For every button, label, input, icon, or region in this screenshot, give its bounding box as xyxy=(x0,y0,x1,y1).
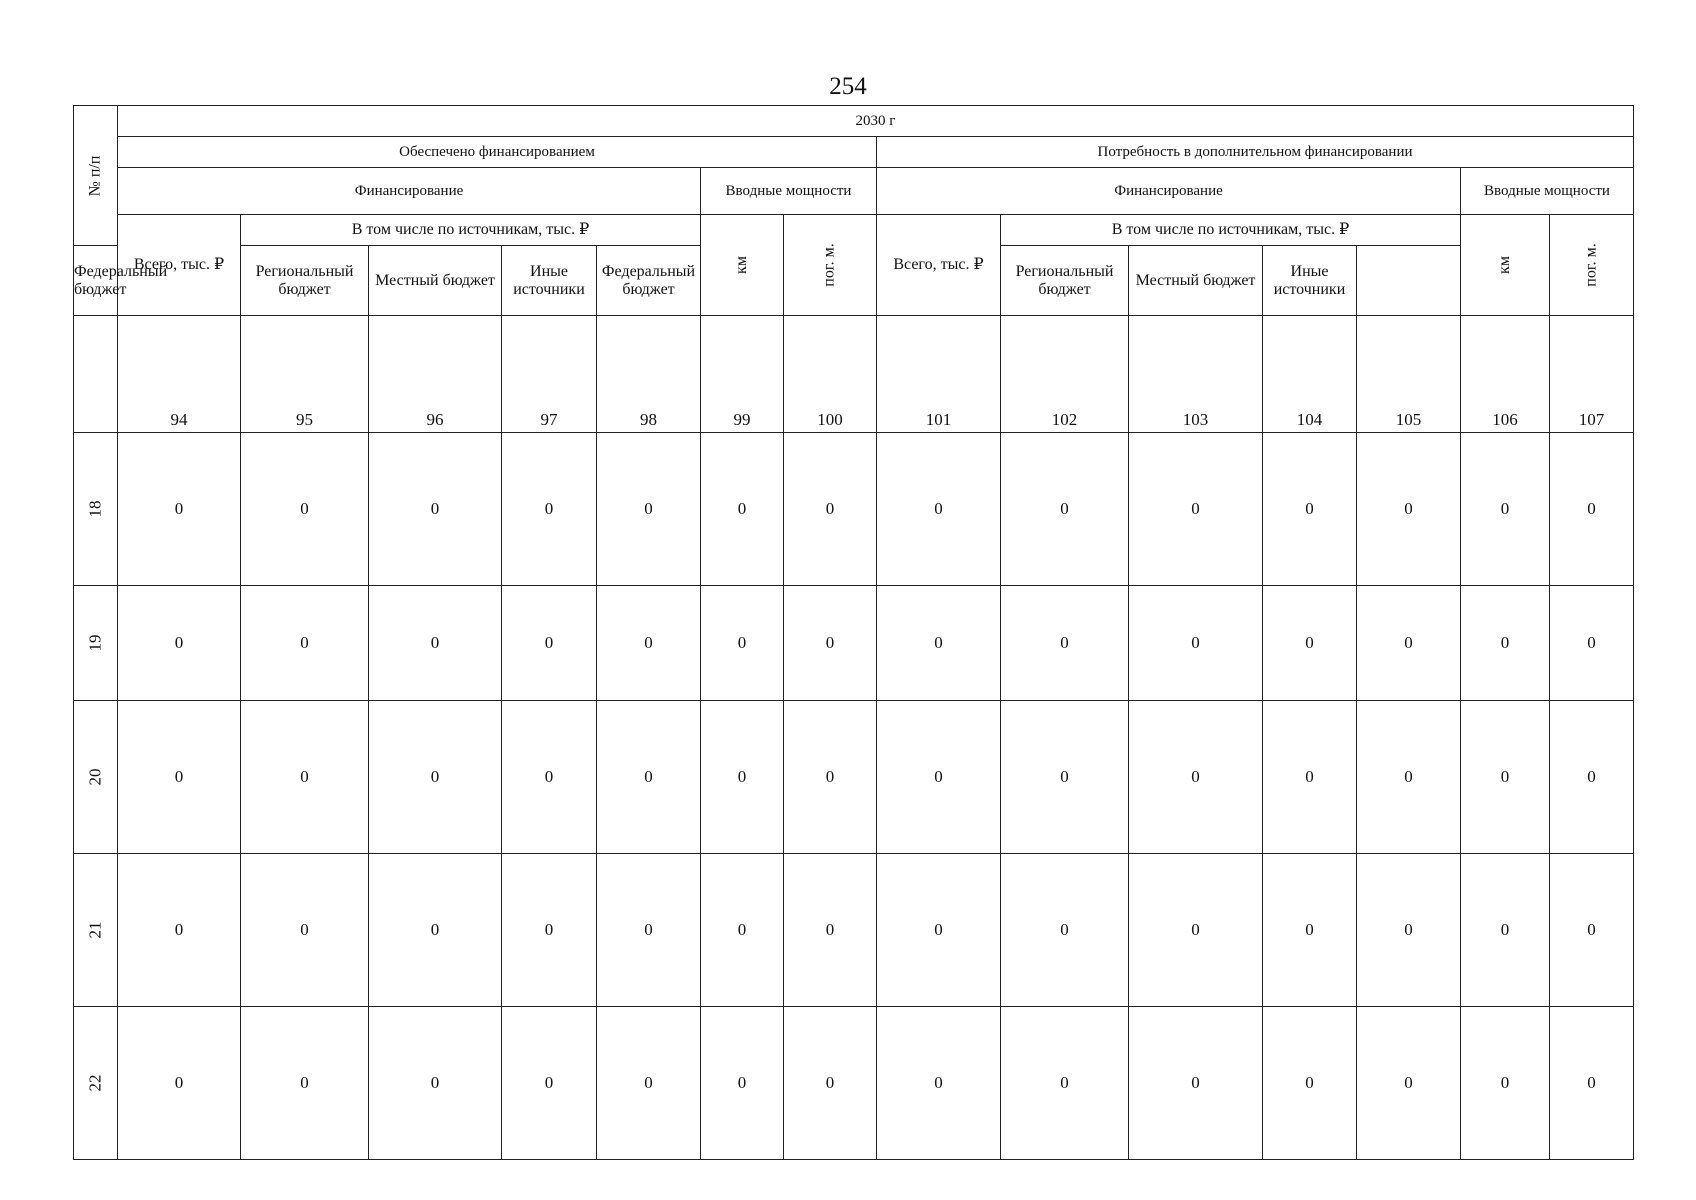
table-cell: 0 xyxy=(784,586,877,701)
table-cell: 0 xyxy=(1461,854,1550,1007)
column-number: 101 xyxy=(877,316,1001,433)
table-cell: 0 xyxy=(1461,433,1550,586)
table-cell: 0 xyxy=(701,433,784,586)
header-need: Потребность в дополнительном финансировании xyxy=(877,137,1634,168)
table-cell: 0 xyxy=(1129,433,1263,586)
table-row xyxy=(74,433,1634,586)
table-row xyxy=(74,586,1634,701)
header-year: 2030 г xyxy=(118,106,1634,137)
table-cell: 0 xyxy=(118,586,241,701)
table-cell: 0 xyxy=(369,701,502,854)
header-km-secured: км xyxy=(701,215,784,316)
table-cell: 0 xyxy=(118,701,241,854)
header-local-need: Местный бюджет xyxy=(1129,246,1263,316)
table-cell: 0 xyxy=(1263,1007,1357,1160)
column-number: 96 xyxy=(369,316,502,433)
table-cell: 0 xyxy=(784,433,877,586)
column-number: 103 xyxy=(1129,316,1263,433)
column-number: 102 xyxy=(1001,316,1129,433)
header-other-secured: Иные источники xyxy=(502,246,597,316)
header-pogm-secured: пог. м. xyxy=(784,215,877,316)
header-total-secured: Всего, тыс. ₽ xyxy=(118,215,241,316)
header-federal-need: Федеральный бюджет xyxy=(597,246,701,316)
table-cell: 0 xyxy=(597,433,701,586)
table-cell: 0 xyxy=(502,433,597,586)
column-number: 97 xyxy=(502,316,597,433)
table-cell: 0 xyxy=(1263,433,1357,586)
table-cell: 0 xyxy=(369,433,502,586)
header-financing-need: Финансирование xyxy=(877,168,1461,215)
table-cell: 0 xyxy=(241,701,369,854)
table-cell: 0 xyxy=(241,854,369,1007)
table-cell: 0 xyxy=(1357,854,1461,1007)
table-cell: 0 xyxy=(1550,854,1634,1007)
header-by-sources-secured: В том числе по источникам, тыс. ₽ xyxy=(241,215,701,246)
table-cell: 0 xyxy=(701,701,784,854)
header-pogm-need: пог. м. xyxy=(1550,215,1634,316)
column-numbers-row xyxy=(74,316,1634,433)
table-cell: 0 xyxy=(1461,1007,1550,1160)
table-cell: 0 xyxy=(784,1007,877,1160)
column-number: 105 xyxy=(1357,316,1461,433)
table-cell: 0 xyxy=(784,701,877,854)
table-cell: 0 xyxy=(241,433,369,586)
table-cell: 0 xyxy=(877,701,1001,854)
table-cell: 0 xyxy=(784,854,877,1007)
table-cell: 0 xyxy=(1461,586,1550,701)
table-cell: 0 xyxy=(1001,854,1129,1007)
table-cell: 0 xyxy=(1357,1007,1461,1160)
table-cell: 0 xyxy=(1263,854,1357,1007)
financing-table xyxy=(73,105,1634,1160)
table-cell: 0 xyxy=(597,586,701,701)
column-number: 94 xyxy=(118,316,241,433)
table-cell: 0 xyxy=(1129,586,1263,701)
table-cell: 0 xyxy=(1001,586,1129,701)
row-number: 22 xyxy=(74,1007,118,1160)
table-cell: 0 xyxy=(1001,1007,1129,1160)
table-cell: 0 xyxy=(1550,433,1634,586)
header-local-secured: Местный бюджет xyxy=(369,246,502,316)
row-number: 21 xyxy=(74,854,118,1007)
header-total-need: Всего, тыс. ₽ xyxy=(877,215,1001,316)
table-cell: 0 xyxy=(502,586,597,701)
table-row xyxy=(74,1007,1634,1160)
table-cell: 0 xyxy=(369,854,502,1007)
header-capacity-secured: Вводные мощности xyxy=(701,168,877,215)
table-cell: 0 xyxy=(597,854,701,1007)
column-number: 99 xyxy=(701,316,784,433)
table-cell: 0 xyxy=(369,586,502,701)
table-cell: 0 xyxy=(118,1007,241,1160)
table-cell: 0 xyxy=(502,1007,597,1160)
column-number: 104 xyxy=(1263,316,1357,433)
table-cell: 0 xyxy=(241,586,369,701)
table-cell: 0 xyxy=(701,586,784,701)
table-cell: 0 xyxy=(597,701,701,854)
table-cell: 0 xyxy=(118,854,241,1007)
header-regional-secured: Региональный бюджет xyxy=(241,246,369,316)
table-cell: 0 xyxy=(877,586,1001,701)
table-cell: 0 xyxy=(1357,433,1461,586)
column-number: 98 xyxy=(597,316,701,433)
column-number: 100 xyxy=(784,316,877,433)
page-number: 254 xyxy=(829,73,867,100)
table-cell: 0 xyxy=(701,1007,784,1160)
table-cell: 0 xyxy=(1129,1007,1263,1160)
table-cell: 0 xyxy=(1001,433,1129,586)
header-capacity-need: Вводные мощности xyxy=(1461,168,1634,215)
header-federal-secured: Федеральный бюджет xyxy=(74,246,118,316)
table-cell: 0 xyxy=(1263,586,1357,701)
row-number: 20 xyxy=(74,701,118,854)
header-row-number: № п/п xyxy=(74,106,118,246)
column-number: 107 xyxy=(1550,316,1634,433)
table-cell: 0 xyxy=(1550,701,1634,854)
column-number: 106 xyxy=(1461,316,1550,433)
table-cell: 0 xyxy=(1461,701,1550,854)
header-secured: Обеспечено финансированием xyxy=(118,137,877,168)
table-cell: 0 xyxy=(1129,854,1263,1007)
table-row xyxy=(74,701,1634,854)
row-number: 18 xyxy=(74,433,118,586)
table-cell: 0 xyxy=(502,701,597,854)
table-row xyxy=(74,854,1634,1007)
row-number: 19 xyxy=(74,586,118,701)
table-cell: 0 xyxy=(118,433,241,586)
header-financing-secured: Финансирование xyxy=(118,168,701,215)
table-cell: 0 xyxy=(1357,586,1461,701)
table-cell: 0 xyxy=(1357,701,1461,854)
table-cell: 0 xyxy=(1550,586,1634,701)
table-cell: 0 xyxy=(1129,701,1263,854)
header-regional-need: Региональный бюджет xyxy=(1001,246,1129,316)
table-cell: 0 xyxy=(1263,701,1357,854)
table-cell: 0 xyxy=(241,1007,369,1160)
table-cell: 0 xyxy=(701,854,784,1007)
header-by-sources-need: В том числе по источникам, тыс. ₽ xyxy=(1001,215,1461,246)
table-cell: 0 xyxy=(597,1007,701,1160)
column-number-blank xyxy=(74,316,118,433)
column-number: 95 xyxy=(241,316,369,433)
table-cell: 0 xyxy=(877,1007,1001,1160)
table-cell: 0 xyxy=(502,854,597,1007)
table-cell: 0 xyxy=(1001,701,1129,854)
table-cell: 0 xyxy=(1550,1007,1634,1160)
table-cell: 0 xyxy=(877,433,1001,586)
header-km-need: км xyxy=(1461,215,1550,316)
table-cell: 0 xyxy=(369,1007,502,1160)
table-cell: 0 xyxy=(877,854,1001,1007)
header-other-need: Иные источники xyxy=(1263,246,1357,316)
